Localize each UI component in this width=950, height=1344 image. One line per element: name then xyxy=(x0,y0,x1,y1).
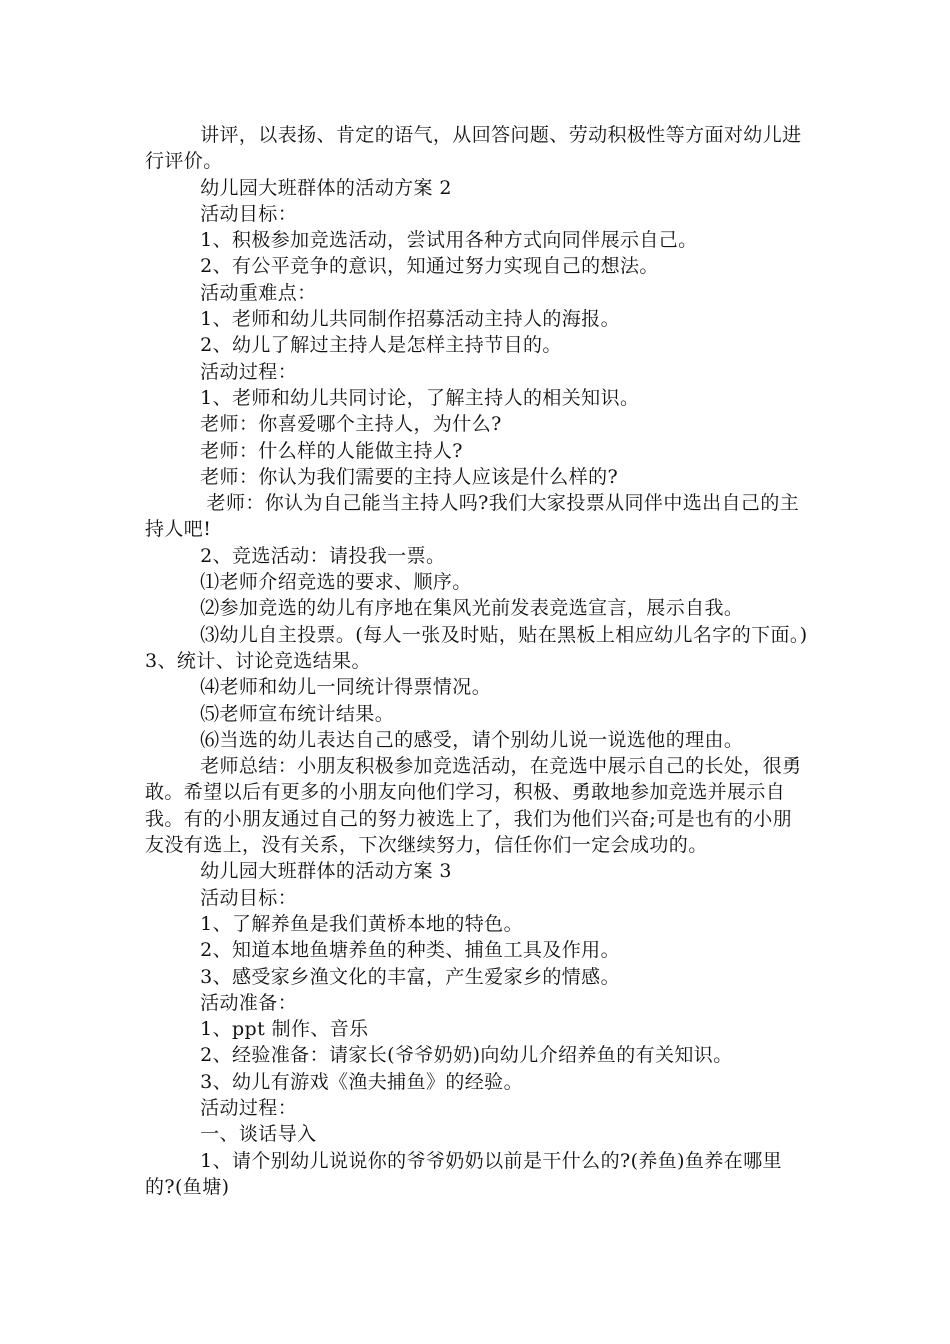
list-item: 2、经验准备：请家长(爷爷奶奶)向幼儿介绍养鱼的有关知识。 xyxy=(200,1044,733,1067)
paragraph: 讲评，以表扬、肯定的语气，从回答问题、劳动积极性等方面对幼儿进行评价。 xyxy=(145,124,802,173)
list-item: ⑸老师宣布统计结果。 xyxy=(200,702,395,725)
dialogue-line: 老师：你认为我们需要的主持人应该是什么样的? xyxy=(200,465,619,488)
dialogue-line: 老师：什么样的人能做主持人? xyxy=(200,439,463,462)
subheading: 活动过程： xyxy=(200,360,298,383)
list-item: 1、老师和幼儿共同讨论，了解主持人的相关知识。 xyxy=(200,386,640,409)
subheading: 活动准备： xyxy=(200,991,298,1014)
dialogue-line: 老师：你喜爱哪个主持人，为什么? xyxy=(200,413,502,436)
list-item: ⑴老师介绍竞选的要求、顺序。 xyxy=(200,571,472,594)
subheading: 活动重难点： xyxy=(200,281,317,304)
list-item: 2、知道本地鱼塘养鱼的种类、捕鱼工具及作用。 xyxy=(200,939,620,962)
section-title: 幼儿园大班群体的活动方案 3 xyxy=(200,860,452,883)
list-item: 2、竞选活动：请投我一票。 xyxy=(200,544,446,567)
dialogue-line: 老师：你认为自己能当主持人吗?我们大家投票从同伴中选出自己的主持人吧! xyxy=(145,492,800,541)
list-item: 1、了解养鱼是我们黄桥本地的特色。 xyxy=(200,912,523,935)
list-item: 1、ppt 制作、音乐 xyxy=(200,1018,369,1041)
subheading: 活动目标： xyxy=(200,886,298,909)
list-item: 3、幼儿有游戏《渔夫捕鱼》的经验。 xyxy=(200,1070,523,1093)
list-item: 1、老师和幼儿共同制作招募活动主持人的海报。 xyxy=(200,308,620,331)
list-item: 1、积极参加竞选活动，尝试用各种方式向同伴展示自己。 xyxy=(200,229,698,252)
subheading: 活动过程： xyxy=(200,1096,298,1119)
list-item: ⑹当选的幼儿表达自己的感受，请个别幼儿说一说选他的理由。 xyxy=(200,728,744,751)
list-item: 1、请个别幼儿说说你的爷爷奶奶以前是干什么的?(养鱼)鱼养在哪里的?(鱼塘) xyxy=(145,1149,782,1198)
section-title: 幼儿园大班群体的活动方案 2 xyxy=(200,176,452,199)
list-item: ⑷老师和幼儿一同统计得票情况。 xyxy=(200,676,492,699)
document-body xyxy=(145,122,810,1200)
list-item: 3、感受家乡渔文化的丰富，产生爱家乡的情感。 xyxy=(200,965,620,988)
list-item: 2、有公平竞争的意识，知通过努力实现自己的想法。 xyxy=(200,255,659,278)
subheading: 活动目标： xyxy=(200,202,298,225)
list-item: 2、幼儿了解过主持人是怎样主持节目的。 xyxy=(200,334,562,357)
list-item: ⑵参加竞选的幼儿有序地在集风光前发表竞选宣言，展示自我。 xyxy=(200,597,744,620)
list-item: ⑶幼儿自主投票。(每人一张及时贴，贴在黑板上相应幼儿名字的下面。)3、统计、讨论竞选结果。 xyxy=(145,623,808,672)
subheading: 一、谈话导入 xyxy=(200,1123,317,1146)
paragraph: 老师总结：小朋友积极参加竞选活动，在竞选中展示自己的长处，很勇敢。希望以后有更多的小朋友向他们学习，积极、勇敢地参加竞选并展示自我。有的小朋友通过自己的努力被选上了，我们为他们兴奋;可是也有的小朋友没有选上，没有关系，下次继续努力，信任你们一定会成功的。 xyxy=(145,755,802,857)
